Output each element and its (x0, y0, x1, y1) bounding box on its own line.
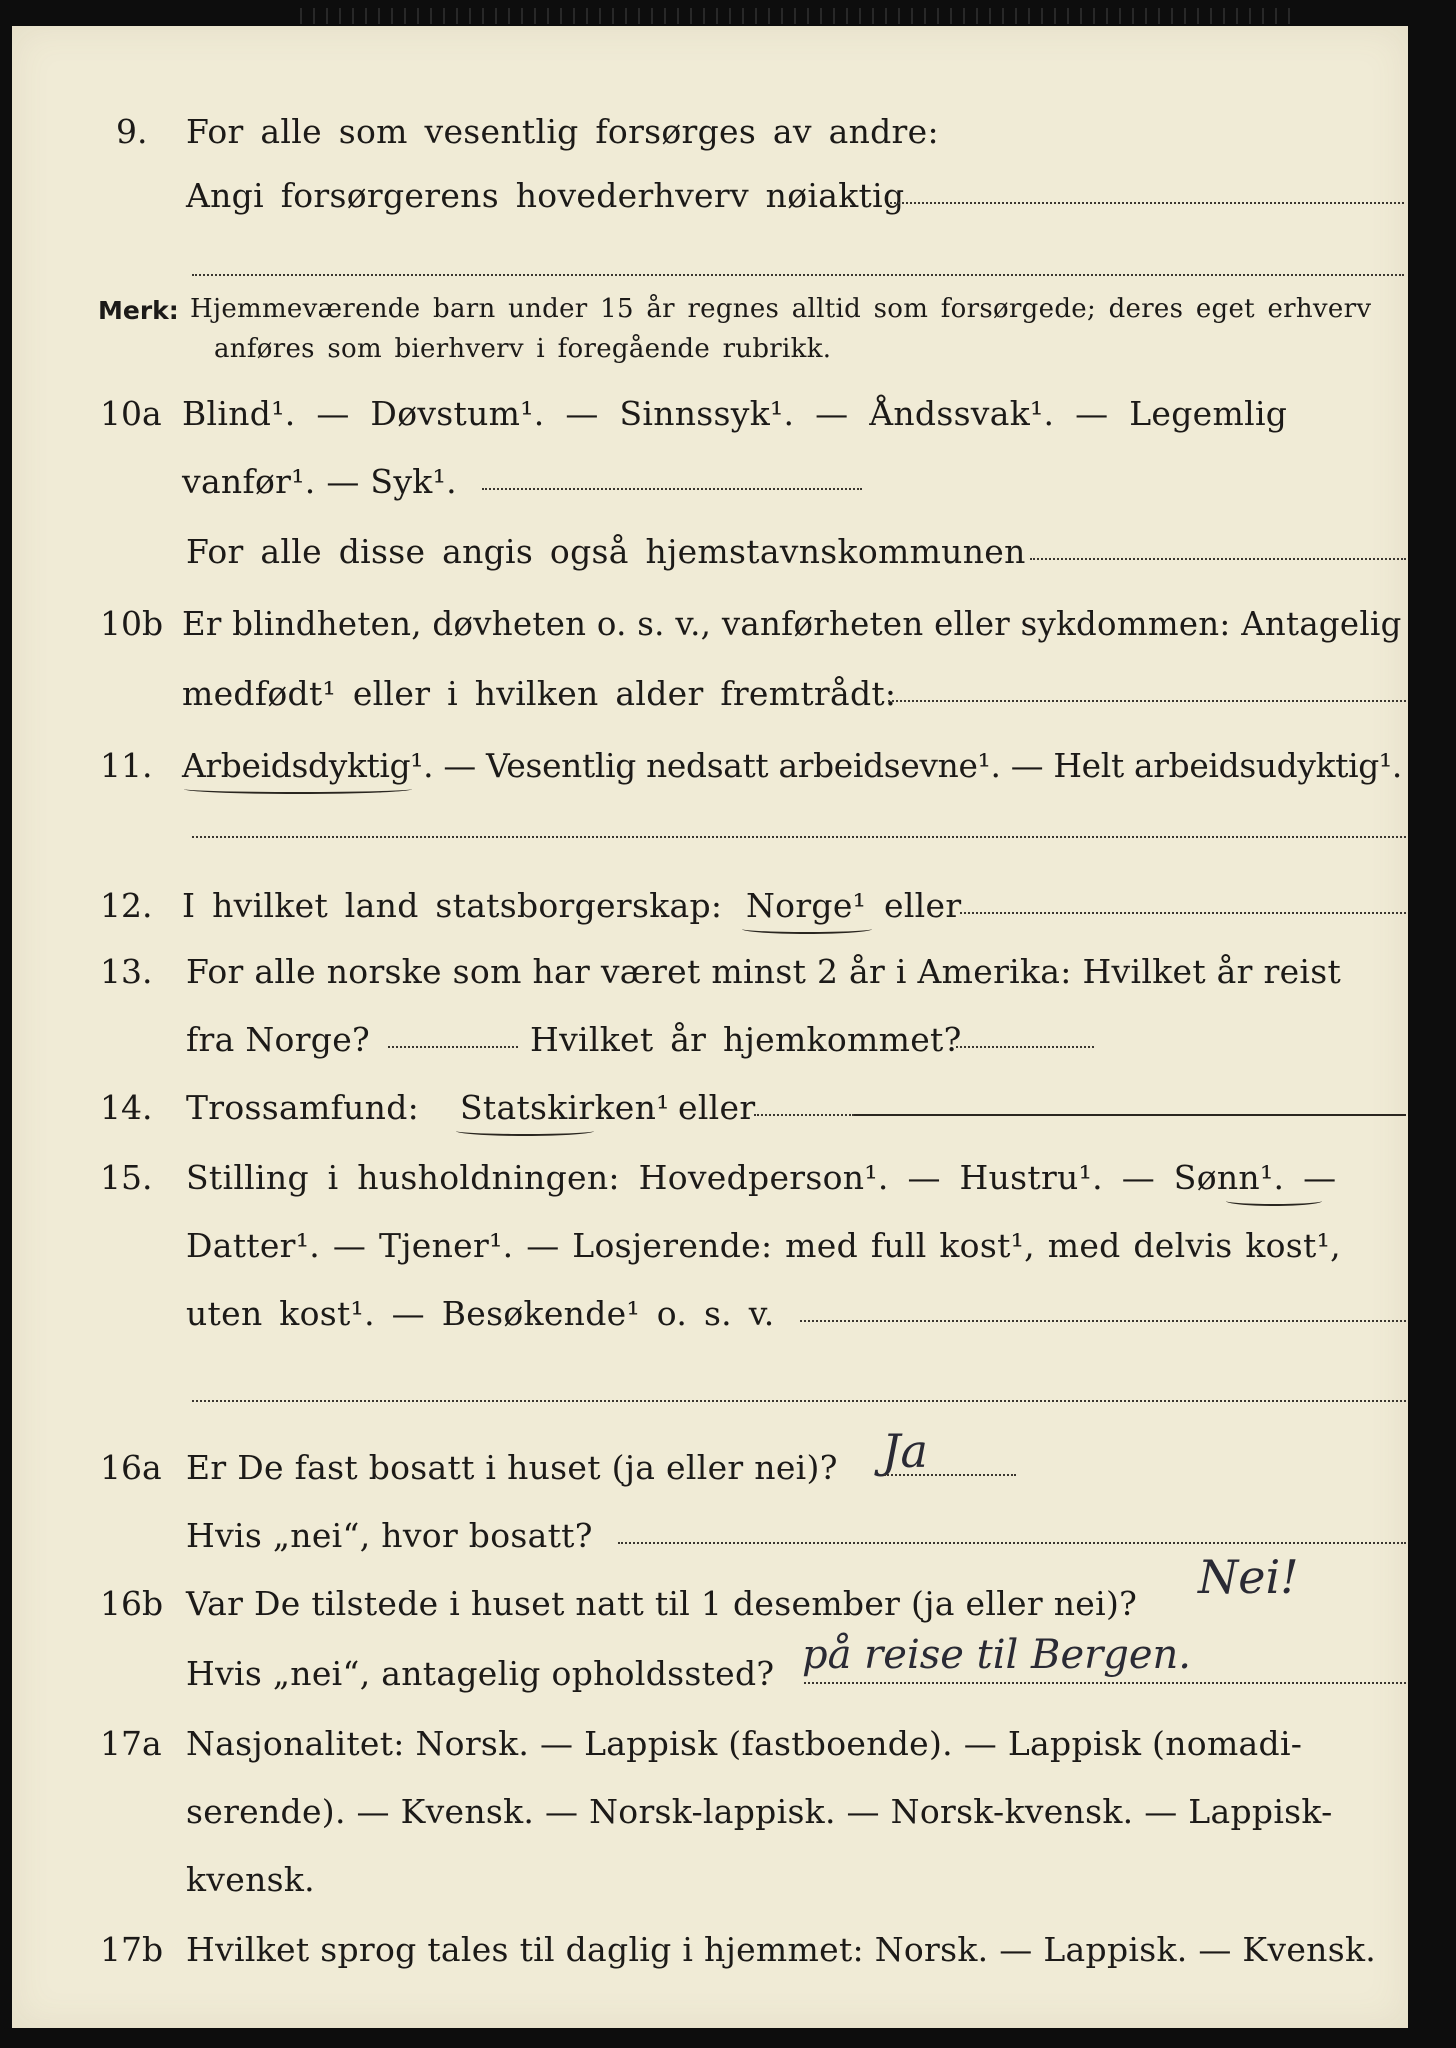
q14-statskirken: Statskirken¹ (460, 1088, 670, 1127)
q15-line2: Datter¹. — Tjener¹. — Losjerende: med full kost¹, med delvis kost¹, (186, 1226, 1341, 1265)
q16b-line2: Hvis „nei“, antagelig opholdssted? (186, 1654, 775, 1693)
q10b-line2: medfødt¹ eller i hvilken alder fremtrådt: (182, 674, 897, 713)
q9-line1: For alle som vesentlig forsørges av andre: (186, 112, 939, 151)
q13-line1: For alle norske som har været minst 2 år i Amerika: Hvilket år reist (186, 952, 1342, 991)
q16a-handwritten-answer: Ja (882, 1424, 928, 1478)
q16a-bosatt-field[interactable] (618, 1542, 1406, 1544)
q10b-line1: Er blindheten, døvheten o. s. v., vanførheten eller sykdommen: Antagelig (182, 604, 1402, 643)
q9-number: 9. (116, 112, 148, 151)
q16b-handwritten-answer: Nei! (1198, 1550, 1299, 1604)
q16a-number: 16a (100, 1448, 162, 1487)
census-form-page (12, 26, 1408, 2028)
scan-edge-marks (300, 8, 1300, 24)
q17a-line3: kvensk. (186, 1860, 315, 1899)
q13-hjemkommet-field[interactable] (956, 1046, 1094, 1048)
q14-label: Trossamfund: (186, 1088, 420, 1127)
q14-handwritten-underline (456, 1126, 594, 1136)
q14-number: 14. (100, 1088, 153, 1127)
q17b-line1: Hvilket sprog tales til daglig i hjemmet: Norsk. — Lappisk. — Kvensk. (186, 1930, 1377, 1969)
q12-eller: eller (884, 886, 962, 925)
q17b-number: 17b (100, 1930, 164, 1969)
scan-top-edge (0, 0, 1456, 26)
q10b-answer-field[interactable] (888, 700, 1406, 702)
q13-line2a: fra Norge? (186, 1020, 371, 1059)
q11-line1: Arbeidsdyktig¹. — Vesentlig nedsatt arbeidsevne¹. — Helt arbeidsudyktig¹. (182, 746, 1402, 785)
merk-label: Merk: (98, 296, 179, 325)
q14-eller: eller (678, 1088, 756, 1127)
q15-answer-field-2[interactable] (192, 1400, 1406, 1402)
q15-answer-field[interactable] (800, 1320, 1406, 1322)
merk-line1: Hjemmeværende barn under 15 år regnes alltid som forsørgede; deres eget erhverv (190, 294, 1372, 324)
q12-handwritten-underline (742, 924, 872, 934)
q10a-line1: Blind¹. — Døvstum¹. — Sinnssyk¹. — Åndssvak¹. — Legemlig (182, 394, 1288, 433)
q10a-answer-field[interactable] (482, 488, 862, 490)
q17a-line2: serende). — Kvensk. — Norsk-lappisk. — Norsk-kvensk. — Lappisk- (186, 1792, 1333, 1831)
q9-answer-field-2[interactable] (192, 274, 1404, 276)
q10a-line2: vanfør¹. — Syk¹. (182, 462, 457, 501)
q12-norge: Norge¹ (746, 886, 867, 925)
q10a-number: 10a (100, 394, 162, 433)
q14-answer-field[interactable] (754, 1114, 854, 1116)
q12-line1: I hvilket land statsborgerskap: (182, 886, 723, 925)
q11-handwritten-underline (184, 784, 412, 794)
q15-line3: uten kost¹. — Besøkende¹ o. s. v. (186, 1294, 775, 1333)
q16b-line1: Var De tilstede i huset natt til 1 desember (ja eller nei)? (186, 1584, 1138, 1623)
q16b-opholdssted-field[interactable] (804, 1682, 1406, 1684)
q13-reist-field[interactable] (388, 1046, 518, 1048)
q9-line2: Angi forsørgerens hovederhverv nøiaktig (186, 176, 905, 215)
q11-answer-field[interactable] (192, 836, 1406, 838)
q14-answer-rule (854, 1114, 1406, 1116)
q10a-hjemstavn-field[interactable] (1030, 558, 1406, 560)
q16b-handwritten-answer2: på reise til Bergen. (802, 1632, 1191, 1678)
q11-number: 11. (100, 746, 153, 785)
q16b-number: 16b (100, 1584, 164, 1623)
q13-number: 13. (100, 952, 153, 991)
merk-line2: anføres som bierhverv i foregående rubrikk. (214, 334, 832, 364)
q16a-line2: Hvis „nei“, hvor bosatt? (186, 1516, 593, 1555)
q16a-answer-field[interactable] (884, 1474, 1016, 1476)
q16a-line1: Er De fast bosatt i huset (ja eller nei)? (186, 1448, 838, 1487)
q10a-line3: For alle disse angis også hjemstavnskommunen (186, 532, 1026, 571)
q10b-number: 10b (100, 604, 164, 643)
q15-line1: Stilling i husholdningen: Hovedperson¹. — Hustru¹. — Sønn¹. — (186, 1158, 1337, 1197)
q15-number: 15. (100, 1158, 153, 1197)
q17a-number: 17a (100, 1724, 162, 1763)
q12-answer-field[interactable] (960, 912, 1406, 914)
q9-answer-field[interactable] (890, 202, 1404, 204)
q17a-line1: Nasjonalitet: Norsk. — Lappisk (fastboende). — Lappisk (nomadi- (186, 1724, 1303, 1763)
q15-handwritten-underline (1226, 1196, 1322, 1206)
q13-line2b: Hvilket år hjemkommet? (530, 1020, 962, 1059)
q12-number: 12. (100, 886, 153, 925)
